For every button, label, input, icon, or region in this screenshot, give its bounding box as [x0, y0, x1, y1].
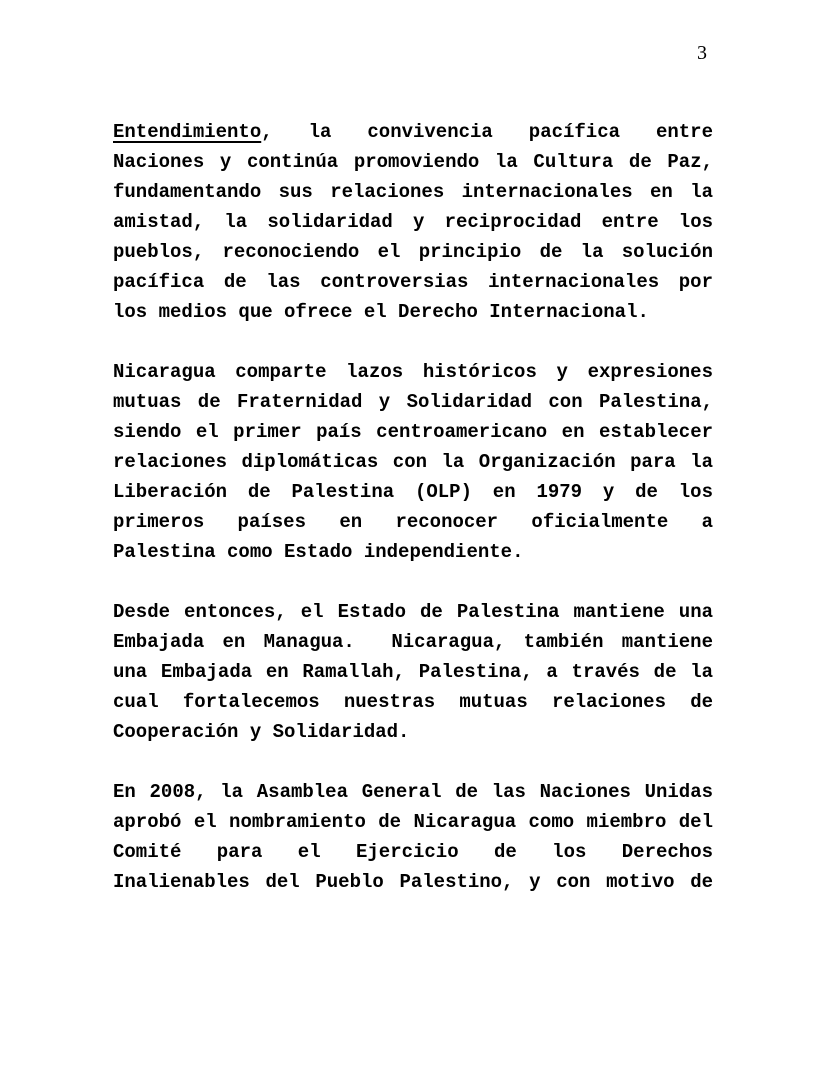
text-line [113, 117, 713, 147]
text-line [113, 417, 713, 447]
text-line [113, 177, 713, 207]
text-line [113, 297, 713, 327]
text-line [113, 777, 713, 807]
paragraph [113, 357, 713, 567]
text-segment: Cooperación y Solidaridad. [113, 721, 410, 743]
text-segment: siendo el primer país centroamericano en establecer [113, 421, 713, 443]
text-segment: primeros países en reconocer oficialmente a [113, 511, 713, 533]
text-line [113, 507, 713, 537]
text-line [113, 267, 713, 297]
text-segment: Desde entonces, el Estado de Palestina mantiene una [113, 601, 713, 623]
text-segment: Embajada en Managua. Nicaragua, también mantiene [113, 631, 713, 653]
text-line [113, 657, 713, 687]
text-segment: En 2008, la Asamblea General de las Naciones Unidas [113, 781, 713, 803]
text-segment: aprobó el nombramiento de Nicaragua como miembro del [113, 811, 713, 833]
underlined-text-segment: Entendimiento [113, 121, 262, 143]
text-segment: Liberación de Palestina (OLP) en 1979 y de los [113, 481, 713, 503]
text-segment: Nicaragua comparte lazos históricos y expresiones [113, 361, 713, 383]
text-line [113, 687, 713, 717]
paragraph [113, 777, 713, 897]
text-segment: fundamentando sus relaciones internacionales en la [113, 181, 713, 203]
page-number: 3 [697, 42, 707, 64]
text-line [113, 477, 713, 507]
text-line [113, 597, 713, 627]
text-block [113, 117, 713, 927]
text-segment: pacífica de las controversias internacionales por [113, 271, 713, 293]
text-segment: Naciones y continúa promoviendo la Cultura de Paz, [113, 151, 713, 173]
paragraph [113, 597, 713, 747]
text-segment: cual fortalecemos nuestras mutuas relaciones de [113, 691, 713, 713]
text-line [113, 537, 713, 567]
text-segment: pueblos, reconociendo el principio de la solución [113, 241, 713, 263]
text-line [113, 717, 713, 747]
text-segment: los medios que ofrece el Derecho Internacional. [113, 301, 649, 323]
text-line [113, 627, 713, 657]
text-segment: Palestina como Estado independiente. [113, 541, 524, 563]
text-line [113, 447, 713, 477]
text-line [113, 837, 713, 867]
text-line [113, 807, 713, 837]
text-line [113, 207, 713, 237]
text-line [113, 357, 713, 387]
text-line [113, 147, 713, 177]
paragraph [113, 117, 713, 327]
text-segment: , la convivencia pacífica entre [261, 121, 713, 143]
text-segment: Inalienables del Pueblo Palestino, y con motivo de [113, 871, 713, 893]
text-segment: una Embajada en Ramallah, Palestina, a través de la [113, 661, 713, 683]
text-segment: relaciones diplomáticas con la Organización para la [113, 451, 713, 473]
text-segment: amistad, la solidaridad y reciprocidad entre los [113, 211, 713, 233]
text-line [113, 867, 713, 897]
text-segment: mutuas de Fraternidad y Solidaridad con Palestina, [113, 391, 713, 413]
text-line [113, 387, 713, 417]
text-line [113, 237, 713, 267]
text-segment: Comité para el Ejercicio de los Derechos [113, 841, 713, 863]
